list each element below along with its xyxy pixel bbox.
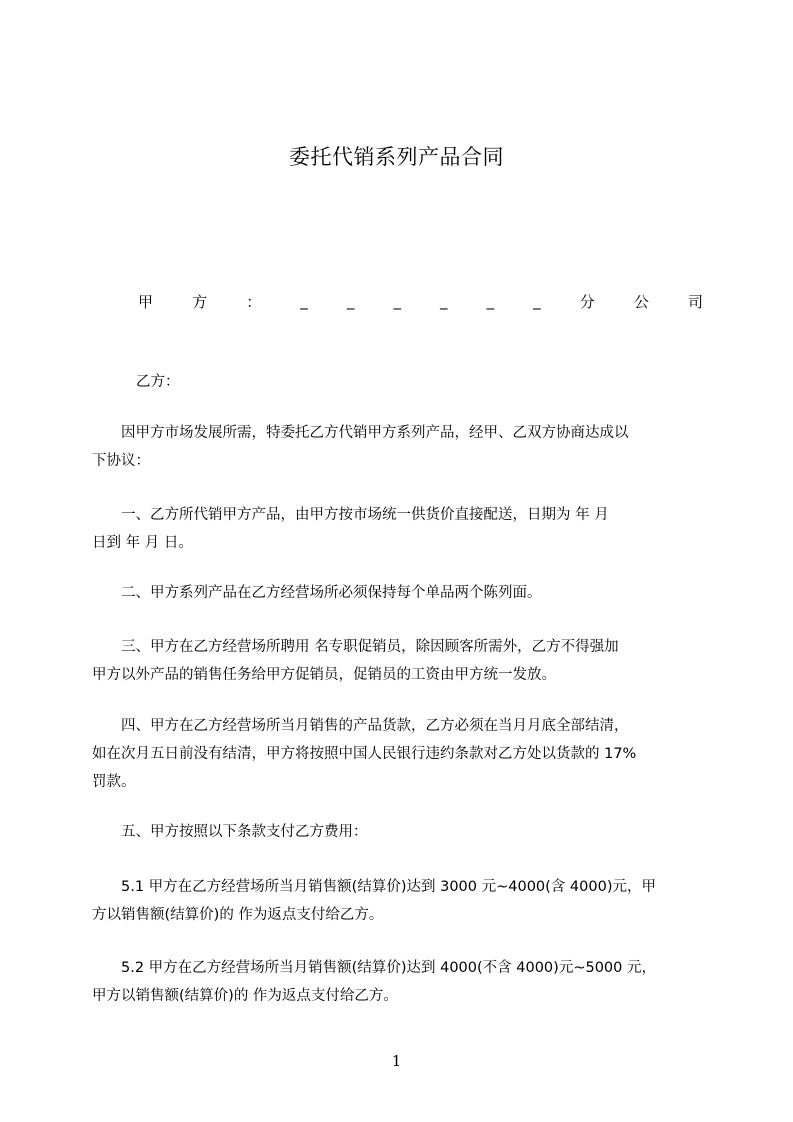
party-a-blank: _	[393, 292, 401, 310]
party-a-line	[138, 288, 703, 314]
party-b-text: 乙方：	[136, 374, 180, 390]
paragraph-line: 日到 年 月 日。	[92, 535, 193, 551]
paragraph-clause-5-2	[92, 954, 704, 1010]
party-a-char: 甲	[138, 292, 154, 311]
paragraph-line: 5.1 甲方在乙方经营场所当月销售额(结算价)达到 3000 元~4000(含 4000)元，甲	[92, 879, 656, 895]
paragraph-line: 甲方以外产品的销售任务给甲方促销员，促销员的工资由甲方统一发放。	[92, 667, 556, 683]
paragraph-clause-1	[92, 501, 704, 557]
paragraph-clause-5-1	[92, 873, 704, 929]
party-a-char: 分	[579, 292, 595, 311]
paragraph-line: 五、甲方按照以下条款支付乙方费用：	[92, 824, 368, 840]
paragraph-clause-3	[92, 633, 704, 689]
party-a-char: 方	[192, 292, 208, 311]
document-title: 委托代销系列产品合同	[289, 145, 504, 169]
paragraph-clause-4	[92, 712, 704, 796]
paragraph-clause-2	[92, 579, 704, 607]
paragraph-line: 四、甲方在乙方经营场所当月销售的产品货款，乙方必须在当月月底全部结清，	[92, 718, 629, 734]
paragraph-line: 二、甲方系列产品在乙方经营场所必须保持每个单品两个陈列面。	[92, 585, 542, 601]
party-a-blank: _	[300, 292, 308, 310]
party-a-char: 公	[633, 292, 649, 311]
page-number: 1	[391, 1052, 402, 1070]
party-a-char: 司	[687, 292, 703, 311]
party-a-char: ：	[246, 292, 262, 311]
party-b-label	[92, 368, 704, 396]
paragraph-line: 方以销售额(结算价)的 作为返点支付给乙方。	[92, 907, 384, 923]
party-a-blank: _	[486, 292, 495, 310]
party-a-blank: _	[346, 292, 355, 310]
party-a-blank: _	[440, 292, 448, 310]
paragraph-line: 如在次月五日前没有结清，甲方将按照中国人民银行违约条款对乙方处以货款的 17%	[92, 746, 637, 762]
paragraph-line: 甲方以销售额(结算价)的 作为返点支付给乙方。	[92, 988, 398, 1004]
paragraph-line: 因甲方市场发展所需，特委托乙方代销甲方系列产品，经甲、乙双方协商达成以	[92, 425, 629, 441]
paragraph-clause-5	[92, 818, 704, 846]
paragraph-line: 下协议：	[92, 453, 150, 469]
paragraph-line: 三、甲方在乙方经营场所聘用 名专职促销员，除因顾客所需外，乙方不得强加	[92, 639, 619, 655]
party-a-blank: _	[533, 292, 541, 310]
paragraph-line: 罚款。	[92, 774, 136, 790]
paragraph-line: 一、乙方所代销甲方产品，由甲方按市场统一供货价直接配送，日期为 年 月	[92, 507, 609, 523]
paragraph-line: 5.2 甲方在乙方经营场所当月销售额(结算价)达到 4000(不含 4000)元~5000 元，	[92, 960, 656, 976]
paragraph-intro	[92, 419, 704, 475]
